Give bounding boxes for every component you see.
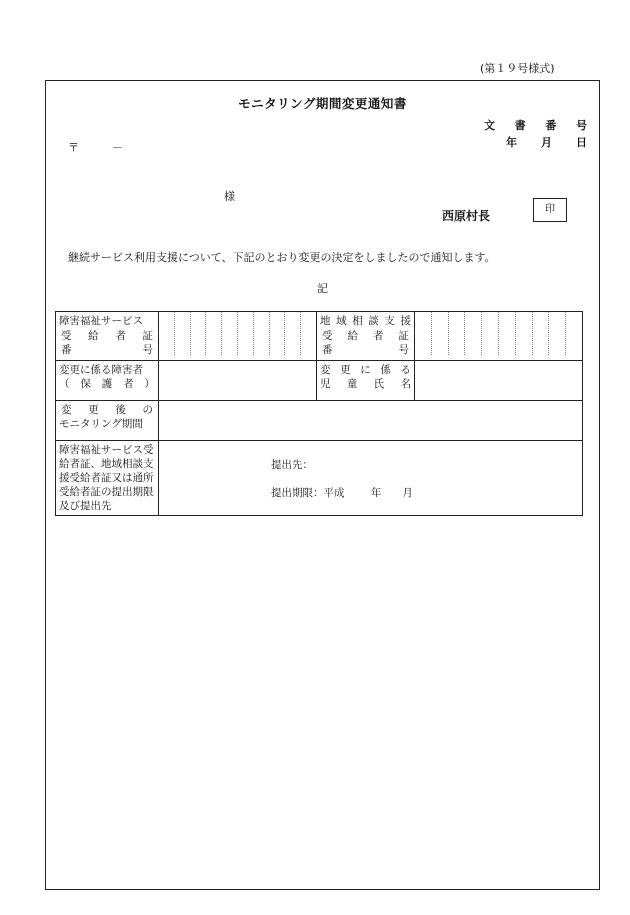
- digit-box[interactable]: [222, 312, 238, 355]
- monitoring-period-field[interactable]: [159, 400, 583, 440]
- notice-table: [55, 311, 583, 516]
- label-char: 支: [384, 315, 395, 327]
- digit-box[interactable]: [285, 312, 301, 355]
- label-line: [59, 377, 155, 392]
- label-char: 相: [352, 315, 363, 327]
- label-char: 変: [61, 403, 72, 416]
- year-label: 年: [506, 136, 517, 149]
- label-char: 者: [115, 329, 126, 342]
- digit-box[interactable]: [449, 312, 466, 355]
- doc-number-char: 番: [545, 119, 557, 132]
- label-char: 番: [61, 344, 72, 356]
- affected-person-field[interactable]: [159, 360, 317, 400]
- label-line: モニタリング期間: [59, 418, 143, 430]
- label-line: 障害福祉サービス: [59, 315, 143, 327]
- label-line: 障害福祉サービス受: [59, 443, 154, 456]
- label-char: 受: [322, 329, 333, 342]
- label-line: 援受給者証又は通所: [59, 471, 154, 484]
- label-char: 域: [336, 315, 347, 327]
- table-row: [56, 440, 583, 515]
- table-row: [56, 312, 583, 361]
- digit-box[interactable]: [465, 312, 482, 355]
- submission-info-cell[interactable]: [159, 440, 583, 515]
- digit-box[interactable]: [432, 312, 449, 355]
- label-recipient-cert-number: [56, 312, 159, 361]
- label-char: ）: [144, 378, 155, 390]
- label-char: の: [142, 403, 153, 416]
- label-char: 給: [347, 329, 358, 342]
- doc-number-char: 書: [514, 119, 526, 132]
- label-char: 名: [400, 378, 411, 390]
- doc-number-char: 文: [484, 119, 495, 132]
- digit-box[interactable]: [206, 312, 222, 355]
- digit-box[interactable]: [482, 312, 499, 355]
- label-char: 更: [340, 363, 351, 376]
- document-number-line: [484, 117, 587, 133]
- ki-heading: 記: [317, 282, 328, 295]
- label-char: 番: [322, 344, 333, 356]
- label-char: 援: [400, 315, 411, 327]
- label-line: 受給者証の提出期限: [59, 485, 154, 498]
- label-char: る: [400, 363, 411, 376]
- label-submission-deadline: [56, 440, 159, 515]
- form-number: (第１９号様式): [480, 62, 555, 75]
- label-line: [59, 343, 155, 358]
- label-char: 更: [88, 403, 99, 416]
- label-line: 給者証、地域相談支: [59, 457, 154, 470]
- label-char: 係: [380, 363, 391, 376]
- label-char: 氏: [373, 378, 385, 390]
- label-child-name: [317, 360, 415, 400]
- label-line: [59, 403, 155, 418]
- label-char: 給: [88, 329, 99, 342]
- digit-box[interactable]: [191, 312, 207, 355]
- label-char: 保: [80, 378, 91, 390]
- submission-deadline: 提出期限：平成 年 月: [271, 486, 413, 499]
- date-line: [506, 134, 587, 150]
- digit-box[interactable]: [301, 312, 316, 355]
- label-line: [320, 329, 411, 344]
- label-char: 地: [320, 315, 331, 327]
- label-char: 号: [142, 344, 153, 356]
- table-row: [56, 400, 583, 440]
- label-new-monitoring-period: [56, 400, 159, 440]
- digit-entry-cell[interactable]: [159, 312, 317, 361]
- month-label: 月: [541, 136, 552, 149]
- digit-box[interactable]: [533, 312, 550, 355]
- label-affected-person: [56, 360, 159, 400]
- digit-box[interactable]: [516, 312, 533, 355]
- label-line: 変更に係る障害者: [59, 363, 143, 376]
- postal-mark: 〒: [68, 141, 79, 154]
- label-char: 者: [373, 329, 384, 342]
- label-char: 受: [61, 329, 72, 342]
- label-line: [59, 329, 155, 344]
- digit-box[interactable]: [270, 312, 286, 355]
- doc-number-char: 号: [575, 119, 587, 132]
- label-char: 者: [123, 378, 134, 390]
- addressee-suffix: 様: [224, 190, 235, 203]
- label-char: 証: [398, 329, 409, 342]
- label-char: 後: [115, 403, 126, 416]
- label-line: [320, 363, 411, 378]
- seal-box: 印: [533, 198, 567, 222]
- label-char: 変: [320, 363, 331, 376]
- digit-boxes: [159, 312, 316, 355]
- label-char: に: [360, 363, 371, 376]
- label-char: 護: [101, 378, 113, 390]
- issuer-name: 西原村長: [442, 209, 491, 223]
- label-line: [320, 377, 411, 392]
- child-name-field[interactable]: [415, 360, 583, 400]
- label-line: [320, 314, 411, 329]
- postal-code-line: [68, 139, 123, 155]
- label-char: 証: [142, 329, 153, 342]
- table-row: [56, 360, 583, 400]
- notice-frame: [45, 80, 600, 890]
- digit-entry-cell[interactable]: [415, 312, 583, 361]
- digit-box[interactable]: [549, 312, 566, 355]
- label-line: [320, 343, 411, 358]
- digit-box[interactable]: [175, 312, 191, 355]
- digit-box[interactable]: [254, 312, 270, 355]
- digit-box[interactable]: [159, 312, 175, 355]
- digit-box[interactable]: [238, 312, 254, 355]
- digit-box[interactable]: [566, 312, 582, 355]
- label-consultation-cert-number: [317, 312, 415, 361]
- label-char: 童: [346, 378, 358, 390]
- notice-body-text: 継続サービス利用支援について、下記のとおり変更の決定をしましたので通知します。: [68, 251, 496, 264]
- day-label: 日: [576, 136, 587, 149]
- submission-destination: 提出先：: [271, 458, 313, 471]
- document-title: モニタリング期間変更通知書: [238, 96, 407, 111]
- digit-box[interactable]: [415, 312, 432, 355]
- label-line: 及び提出先: [59, 499, 112, 512]
- digit-box[interactable]: [499, 312, 516, 355]
- postal-dash: －: [112, 141, 123, 154]
- label-char: 児: [320, 378, 331, 390]
- label-char: 談: [368, 315, 379, 327]
- label-char: （: [59, 378, 70, 390]
- digit-boxes: [415, 312, 582, 355]
- label-char: 号: [398, 344, 409, 356]
